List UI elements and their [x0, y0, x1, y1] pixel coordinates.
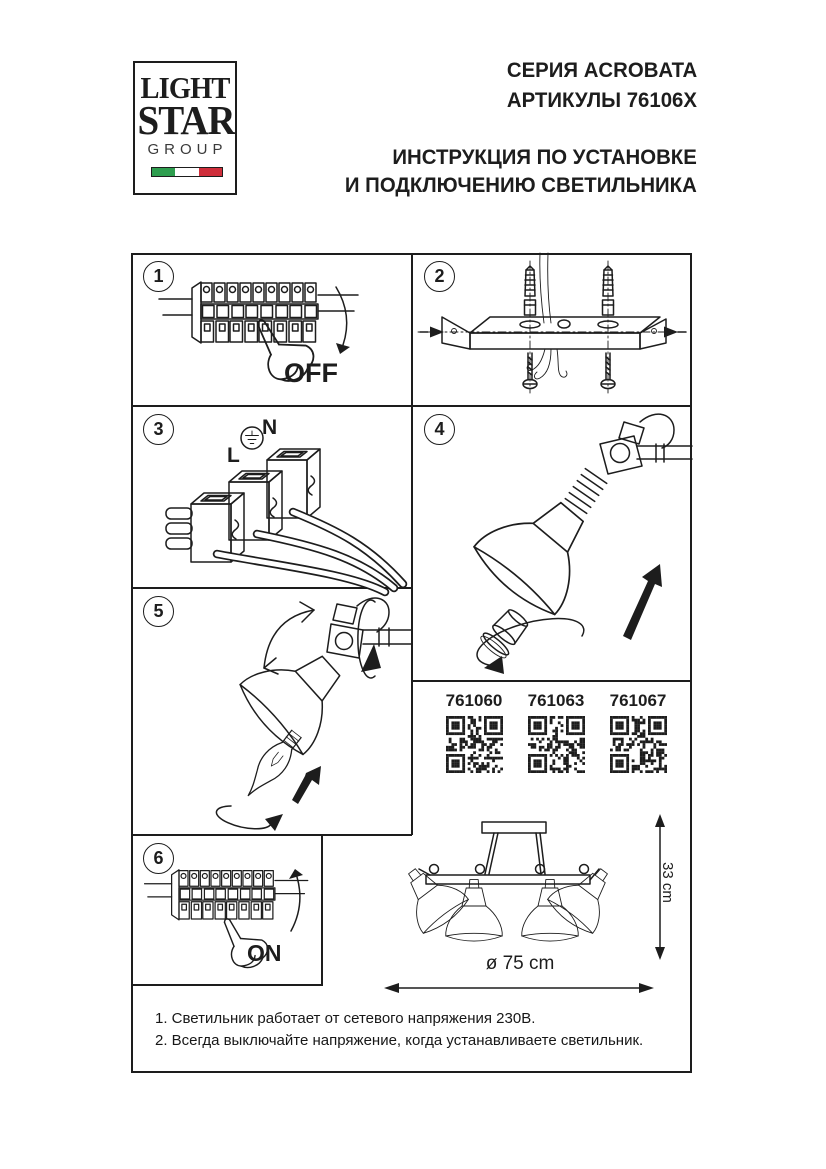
step-4-badge: 4	[424, 414, 455, 445]
logo-word-group: GROUP	[147, 141, 228, 158]
step-2-badge: 2	[424, 261, 455, 292]
brand-logo	[133, 61, 237, 195]
notes-section	[155, 1008, 643, 1052]
product-dimension-drawing	[322, 812, 692, 1012]
step-6-badge: 6	[143, 843, 174, 874]
step5-bulb-adjustment-illustration	[131, 588, 412, 835]
qr-item-761067	[605, 691, 671, 778]
qr-code-icon	[446, 716, 503, 773]
flag-white-stripe	[175, 168, 198, 176]
diameter-dimension-label: ø 75 cm	[485, 953, 555, 974]
on-label: ON	[247, 940, 282, 966]
article-number: 761063	[527, 691, 585, 710]
italy-flag-icon	[151, 167, 223, 177]
off-label: OFF	[284, 358, 338, 388]
note-line-2: 2. Всегда выключайте напряжение, когда устанавливаете светильник.	[155, 1032, 644, 1049]
qr-code-icon	[610, 716, 667, 773]
step1-breaker-off-illustration	[131, 253, 412, 406]
instruction-title-line2: И ПОДКЛЮЧЕНИЮ СВЕТИЛЬНИКА	[345, 174, 697, 197]
article-number: 761060	[445, 691, 503, 710]
step-3-badge: 3	[143, 414, 174, 445]
flag-green-stripe	[152, 168, 175, 176]
series-title: СЕРИЯ ACROBATA	[506, 59, 697, 82]
flag-red-stripe	[199, 168, 222, 176]
qr-item-761063	[523, 691, 589, 778]
articles-title: АРТИКУЛЫ 76106X	[506, 89, 697, 112]
step-5-badge: 5	[143, 596, 174, 627]
note-line-1: 1. Светильник работает от сетевого напряжения 230В.	[155, 1010, 536, 1027]
instruction-title-line1: ИНСТРУКЦИЯ ПО УСТАНОВКЕ	[392, 146, 697, 169]
step4-shade-assembly-illustration	[412, 406, 692, 681]
logo-word-light: LIGHT	[140, 70, 230, 105]
step-1-badge: 1	[143, 261, 174, 292]
qr-code-icon	[528, 716, 585, 773]
logo-word-star: STAR	[137, 97, 235, 143]
height-dimension-label: 33 cm	[659, 862, 676, 903]
qr-item-761060	[441, 691, 507, 778]
article-number: 761067	[609, 691, 667, 710]
step6-breaker-on-illustration	[131, 835, 322, 985]
terminal-n-label: N	[262, 416, 278, 439]
step2-bracket-illustration	[412, 253, 692, 406]
terminal-l-label: L	[227, 444, 240, 467]
